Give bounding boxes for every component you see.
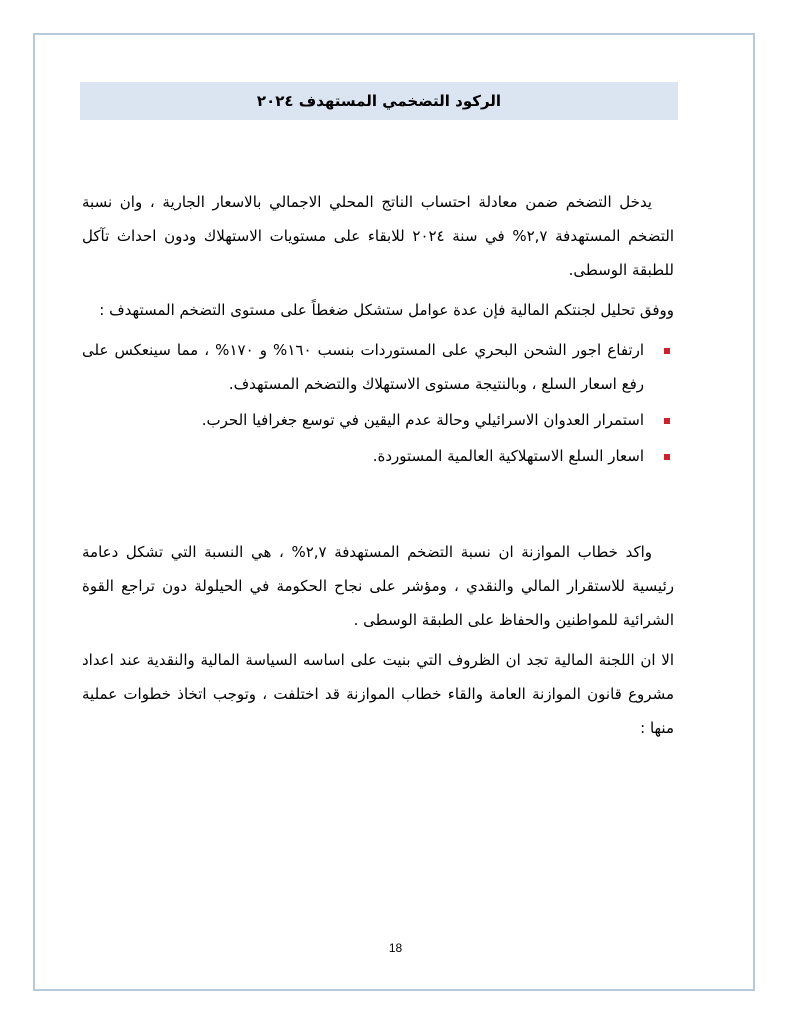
paragraph-inflation-target: يدخل التضخم ضمن معادلة احتساب الناتج المحلي الاجمالي بالاسعار الجارية ، وان نسبة التضخم المستهدفة ٢,٧% في سنة ٢٠٢٤ للابقاء على مستويات الاستهلاك ودون احداث تآكل للطبقة الوسطى. xyxy=(82,193,675,279)
page-number: 18 xyxy=(388,941,403,955)
section-title-bar xyxy=(80,82,678,120)
list-item xyxy=(82,439,644,473)
bullet-square-icon xyxy=(664,454,670,460)
bullet-square-icon xyxy=(664,418,670,424)
document-body xyxy=(82,185,674,751)
paragraph-committee-conclusion: الا ان اللجنة المالية تجد ان الظروف التي بنيت على اساسه السياسة المالية والنقدية عند اعداد مشروع قانون الموازنة العامة والقاء خطاب الموازنة قد اختلفت ، وتوجب اتخاذ خطوات عملية منها : xyxy=(82,651,674,737)
paragraph-committee-analysis: ووفق تحليل لجنتكم المالية فإن عدة عوامل ستشكل ضغطاً على مستوى التضخم المستهدف : xyxy=(99,301,674,319)
list-item-text: اسعار السلع الاستهلاكية العالمية المستوردة. xyxy=(372,447,644,465)
paragraph-budget-speech: واكد خطاب الموازنة ان نسبة التضخم المستهدفة ٢,٧% ، هي النسبة التي تشكل دعامة رئيسية للاستقرار المالي والنقدي ، ومؤشر على نجاح الحكومة في الحيلولة دون تراجع القوة الشرائية للمواطنين والحفاظ على الطبقة الوسطى . xyxy=(82,543,674,629)
pressure-factors-list xyxy=(82,333,674,473)
spacer xyxy=(82,475,674,535)
section-title: الركود التضخمي المستهدف ٢٠٢٤ xyxy=(256,92,502,110)
list-item xyxy=(82,333,644,401)
list-item-text: استمرار العدوان الاسرائيلي وحالة عدم اليقين في توسع جغرافيا الحرب. xyxy=(201,411,644,429)
list-item xyxy=(82,403,644,437)
list-item-text: ارتفاع اجور الشحن البحري على المستوردات بنسب ١٦٠% و ١٧٠% ، مما سينعكس على رفع اسعار السلع ، وبالنتيجة مستوى الاستهلاك والتضخم المستهدف. xyxy=(82,341,644,393)
bullet-square-icon xyxy=(664,348,670,354)
